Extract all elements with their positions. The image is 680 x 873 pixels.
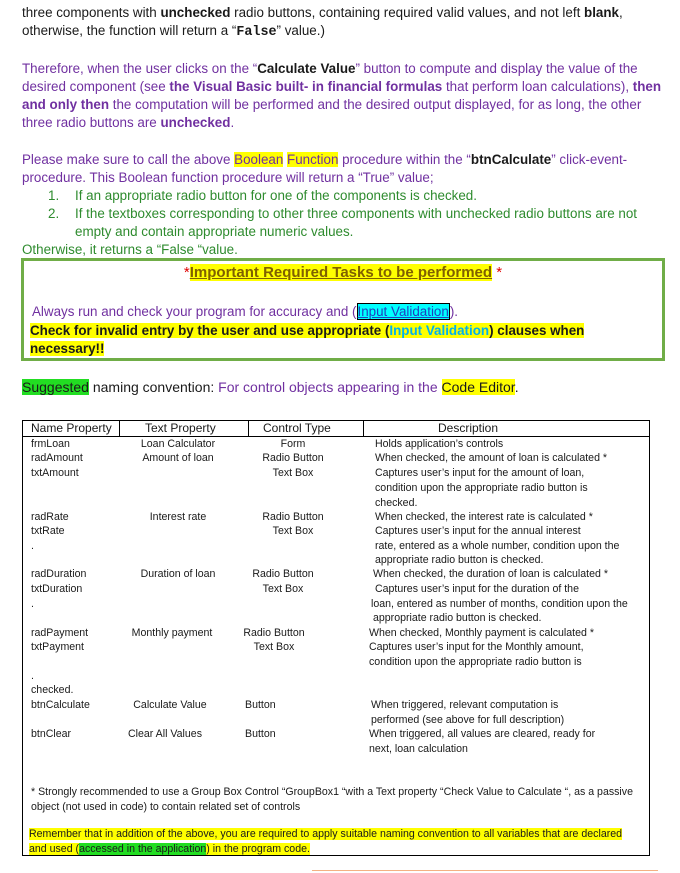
code-editor-highlight: Code Editor (441, 379, 515, 395)
btncalculate-bold: btnCalculate (470, 152, 552, 167)
table-cell: Amount of loan (142, 452, 214, 464)
list-item (50, 205, 666, 241)
list-number: 2. (48, 206, 60, 221)
table-cell: Loan Calculator (140, 438, 216, 450)
para-text: procedure. This Boolean function procedure will return a “True” value; (22, 170, 434, 185)
line-text: ). (449, 304, 459, 319)
table-cell: appropriate radio button is checked. (373, 612, 542, 624)
table-cell: radDuration (31, 568, 87, 580)
then-bold: then (632, 79, 662, 94)
input-validation-link[interactable]: Input Validation (357, 304, 449, 319)
para-text: ” click-event- (551, 152, 628, 167)
header-control-type: Control Type (263, 421, 331, 435)
reminder-text: ) in the program code. (206, 843, 310, 855)
table-cell: frmLoan (31, 438, 70, 450)
table-cell: next, loan calculation (369, 743, 468, 755)
intro-text: otherwise, the function will return a “ (22, 23, 237, 38)
table-cell: Clear All Values (128, 728, 202, 740)
para-text: ” button to compute and display the value of the (355, 61, 638, 76)
para-text: Please make sure to call the above (22, 152, 235, 167)
table-cell: Holds application’s controls (375, 438, 504, 450)
list-text: If the textboxes corresponding to other three components with unchecked radio buttons are not empty and contain appropriate numeric values. (75, 206, 638, 239)
table-cell: txtRate (31, 525, 65, 537)
table-cell: . (31, 540, 34, 552)
validation-line (32, 304, 458, 319)
intro-false-keyword: False (236, 25, 277, 40)
unchecked-bold: unchecked (160, 115, 231, 130)
header-description: Description (438, 421, 499, 435)
naming-convention-line (22, 378, 666, 396)
intro-bold-blank: blank (584, 5, 619, 20)
line-text: Always run and check your program for accuracy and ( (32, 304, 357, 319)
intro-bold-unchecked: unchecked (160, 5, 231, 20)
table-cell: rate, entered as a whole number, condition upon the (375, 540, 620, 552)
line-text: Check for invalid entry by the user and use appropriate ( (30, 323, 390, 338)
table-cell: condition upon the appropriate radio button is (375, 482, 588, 494)
para-text: the computation will be performed and the desired output displayed, for as long, the other (109, 97, 642, 112)
table-cell: Text Box (272, 525, 314, 537)
table-cell: Radio Button (262, 511, 324, 523)
table-cell: Captures user’s input for the Monthly amount, (369, 641, 584, 653)
line-text: . (514, 379, 519, 395)
para-text: Therefore, when the user clicks on the “ (22, 61, 258, 76)
table-cell: When checked, the interest rate is calculated * (375, 511, 593, 523)
para-text: desired component (see (22, 79, 170, 94)
table-cell: radAmount (31, 452, 83, 464)
table-cell: performed (see above for full description) (371, 714, 565, 726)
reminder-text: Remember that in addition of the above, you are required to apply suitable naming convention to all variables that are declared and used ( (29, 828, 623, 855)
important-title-text: Important Required Tasks to be performed (189, 264, 493, 281)
groupbox-footnote: * Strongly recommended to use a Group Box Control “GroupBox1 “with a Text property “Check Value to Calculate “, as a passive object (not used in code) to contain related set of controls (31, 786, 633, 813)
naming-reminder (29, 827, 639, 857)
table-cell: txtAmount (31, 467, 79, 479)
table-cell: checked. (375, 497, 418, 509)
function-highlight: Function (287, 152, 339, 167)
table-cell: txtPayment (31, 641, 84, 653)
otherwise-line: Otherwise, it returns a “False “value. (22, 242, 238, 257)
table-cell: radRate (31, 511, 69, 523)
para-text: three radio buttons are (22, 115, 161, 130)
table-cell: . (31, 598, 34, 610)
table-cell: Captures user’s input for the annual interest (375, 525, 581, 537)
line-text: For control objects appearing in the (218, 379, 442, 395)
table-cell: Interest rate (149, 511, 207, 523)
table-cell: Button (245, 728, 276, 740)
table-cell: txtDuration (31, 583, 83, 595)
boolean-paragraph (22, 151, 666, 187)
calculate-value-bold: Calculate Value (257, 61, 356, 76)
accessed-highlight: accessed in the application (79, 843, 207, 855)
table-cell: condition upon the appropriate radio button is (369, 656, 582, 668)
para-text: procedure within the “ (338, 152, 471, 167)
header-name-property: Name Property (31, 421, 112, 435)
input-validation-text: Input Validation (389, 323, 490, 338)
table-cell: When checked, Monthly payment is calculated * (369, 627, 594, 639)
invalid-entry-line (30, 322, 650, 358)
list-number: 1. (48, 188, 60, 203)
table-cell: When checked, the amount of loan is calculated * (375, 452, 608, 464)
table-cell: Form (280, 438, 306, 450)
table-cell: Captures user’s input for the duration of the (375, 583, 579, 595)
intro-text: , (619, 5, 623, 20)
calculate-paragraph (22, 60, 666, 132)
footer-divider (312, 870, 658, 871)
table-cell: appropriate radio button is checked. (375, 554, 544, 566)
table-cell: Radio Button (243, 627, 305, 639)
vb-formulas-bold: the Visual Basic built- in financial formulas (169, 79, 443, 94)
table-cell: checked. (31, 684, 74, 696)
and-only-then-bold: and only then (22, 97, 110, 112)
table-cell: Captures user’s input for the amount of loan, (375, 467, 585, 479)
naming-table (22, 420, 650, 856)
table-cell: loan, entered as number of months, condition upon the (371, 598, 628, 610)
table-cell: When checked, the duration of loan is calculated * (373, 568, 608, 580)
table-cell: Text Box (253, 641, 295, 653)
intro-text: three components with (22, 5, 161, 20)
table-cell: . (31, 670, 34, 682)
table-cell: btnCalculate (31, 699, 90, 711)
line-text: naming convention: (88, 379, 219, 395)
table-cell: btnClear (31, 728, 72, 740)
para-text: that perform loan calculations), (442, 79, 633, 94)
star-mark: * (492, 264, 503, 281)
list-text: If an appropriate radio button for one of the components is checked. (75, 188, 477, 203)
boolean-highlight: Boolean (234, 152, 284, 167)
table-cell: Calculate Value (133, 699, 207, 711)
table-cell: Button (245, 699, 276, 711)
table-cell: Text Box (272, 467, 314, 479)
important-title (24, 264, 662, 281)
table-cell: When triggered, relevant computation is (371, 699, 559, 711)
table-cell: Radio Button (252, 568, 314, 580)
table-cell: Duration of loan (140, 568, 216, 580)
para-text: . (230, 115, 235, 130)
suggested-highlight: Suggested (22, 379, 89, 395)
table-cell: Monthly payment (131, 627, 213, 639)
header-text-property: Text Property (145, 421, 216, 435)
table-cell: radPayment (31, 627, 89, 639)
intro-text: ” value.) (276, 23, 325, 38)
table-cell: Radio Button (262, 452, 324, 464)
table-cell: When triggered, all values are cleared, ready for (369, 728, 596, 740)
intro-paragraph (22, 4, 666, 42)
intro-text: radio buttons, containing required valid values, and not left (230, 5, 585, 20)
important-tasks-box (21, 258, 665, 361)
list-item (50, 187, 666, 205)
table-cell: Text Box (262, 583, 304, 595)
line-text: ) clauses when necessary!! (30, 323, 585, 356)
star-mark: * (183, 264, 190, 281)
